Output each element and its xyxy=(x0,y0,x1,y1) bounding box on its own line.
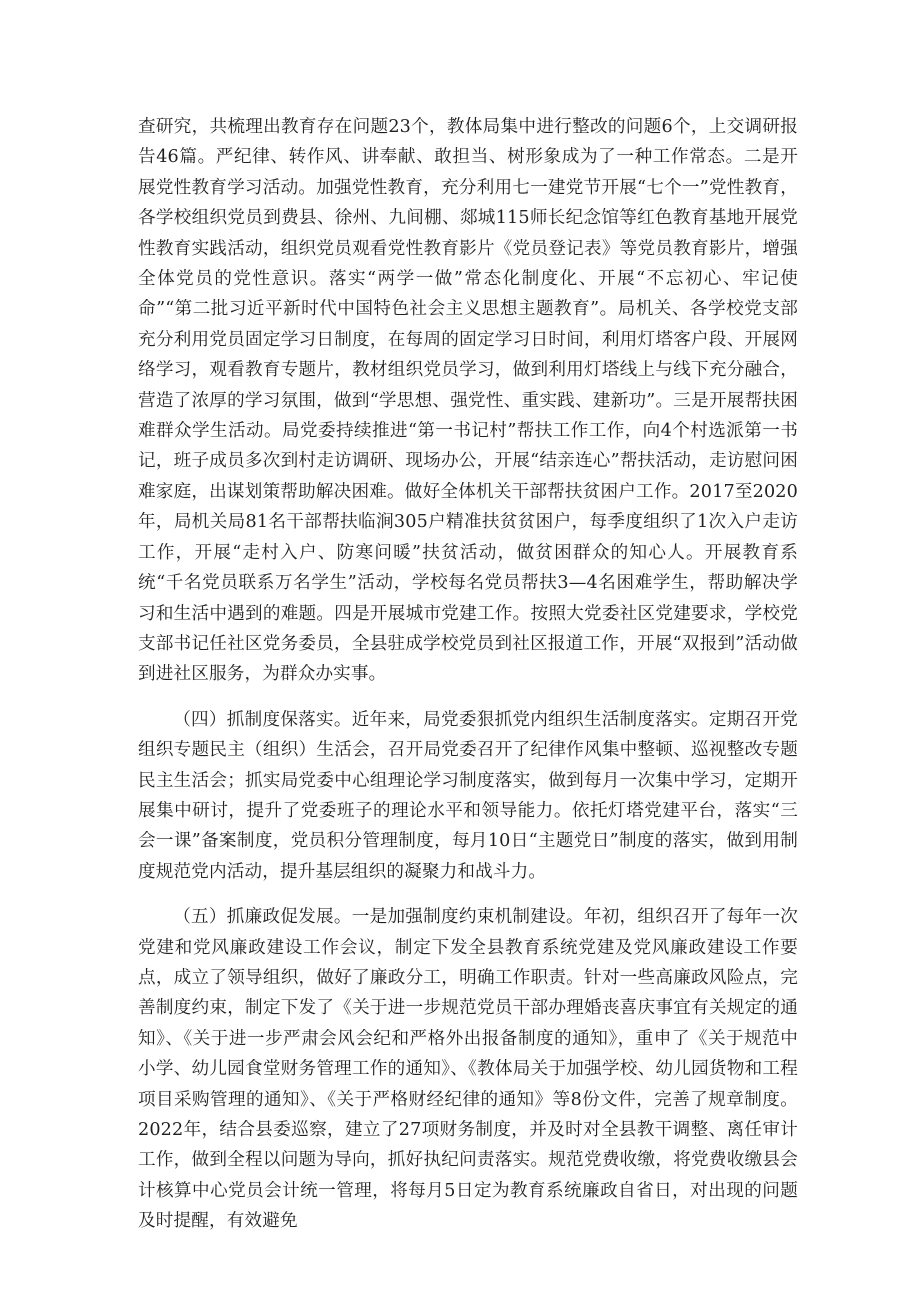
paragraph-continuation: 查研究，共梳理出教育存在问题23个，教体局集中进行整改的问题6个，上交调研报告46篇。严纪律、转作风、讲奉献、敢担当、树形象成为了一种工作常态。二是开展党性教育学习活动。加强党性教育，充分利用七一建党节开展“七个一”党性教育，各学校组织党员到费县、徐州、九间棚、郯城115师长纪念馆等红色教育基地开展党性教育实践活动，组织党员观看党性教育影片《党员登记表》等党员教育影片，增强全体党员的党性意识。落实“两学一做”常态化制度化、开展“不忘初心、牢记使命”“第二批习近平新时代中国特色社会主义思想主题教育”。局机关、各学校党支部充分利用党员固定学习日制度，在每周的固定学习日时间，利用灯塔客户段、开展网络学习，观看教育专题片，教材组织党员学习，做到利用灯塔线上与线下充分融合，营造了浓厚的学习氛围，做到“学思想、强党性、重实践、建新功”。三是开展帮扶困难群众学生活动。局党委持续推进“第一书记村”帮扶工作工作，向4个村选派第一书记，班子成员多次到村走访调研、现场办公，开展“结亲连心”帮扶活动，走访慰问困难家庭，出谋划策帮助解决困难。做好全体机关干部帮扶贫困户工作。2017至2020年，局机关局81名干部帮扶临涧305户精准扶贫贫困户，每季度组织了1次入户走访工作，开展“走村入户、防寒问暖”扶贫活动，做贫困群众的知心人。开展教育系统“千名党员联系万名学生”活动，学校每名党员帮扶3—4名困难学生，帮助解决学习和生活中遇到的难题。四是开展城市党建工作。按照大党委社区党建要求，学校党支部书记任社区党务委员，全县驻成学校党员到社区报道工作，开展“双报到”活动做到进社区服务，为群众办实事。 xyxy=(138,117,798,685)
paragraph-section-five: （五）抓廉政促发展。一是加强制度约束机制建设。年初，组织召开了每年一次党建和党风廉政建设工作会议，制定下发全县教育系统党建及党风廉政建设工作要点，成立了领导组织，做好了廉政分工，明确工作职责。针对一些高廉政风险点，完善制度约束，制定下发了《关于进一步规范党员干部办理婚丧喜庆事宜有关规定的通知》、《关于进一步严肃会风会纪和严格外出报备制度的通知》，重申了《关于规范中小学、幼儿园食堂财务管理工作的通知》、《教体局关于加强学校、幼儿园货物和工程项目采购管理的通知》、《关于严格财经纪律的通知》等8份文件，完善了规章制度。2022年，结合县委巡察，建立了27项财务制度，并及时对全县教干调整、离任审计工作，做到全程以问题为导向，抓好执纪问责落实。规范党费收缴，将党费收缴县会计核算中心党员会计统一管理，将每月5日定为教育系统廉政自省日，对出现的问题及时提醒，有效避免 xyxy=(138,907,798,1232)
paragraph-section-four: （四）抓制度保落实。近年来，局党委狠抓党内组织生活制度落实。定期召开党组织专题民主（组织）生活会，召开局党委召开了纪律作风集中整顿、巡视整改专题民主生活会；抓实局党委中心组理论学习制度落实，做到每月一次集中学习，定期开展集中研讨，提升了党委班子的理论水平和领导能力。依托灯塔党建平台，落实“三会一课”备案制度，党员积分管理制度，每月10日“主题党日”制度的落实，做到用制度规范党内活动，提升基层组织的凝聚力和战斗力。 xyxy=(138,709,798,882)
document-body xyxy=(138,112,798,1237)
